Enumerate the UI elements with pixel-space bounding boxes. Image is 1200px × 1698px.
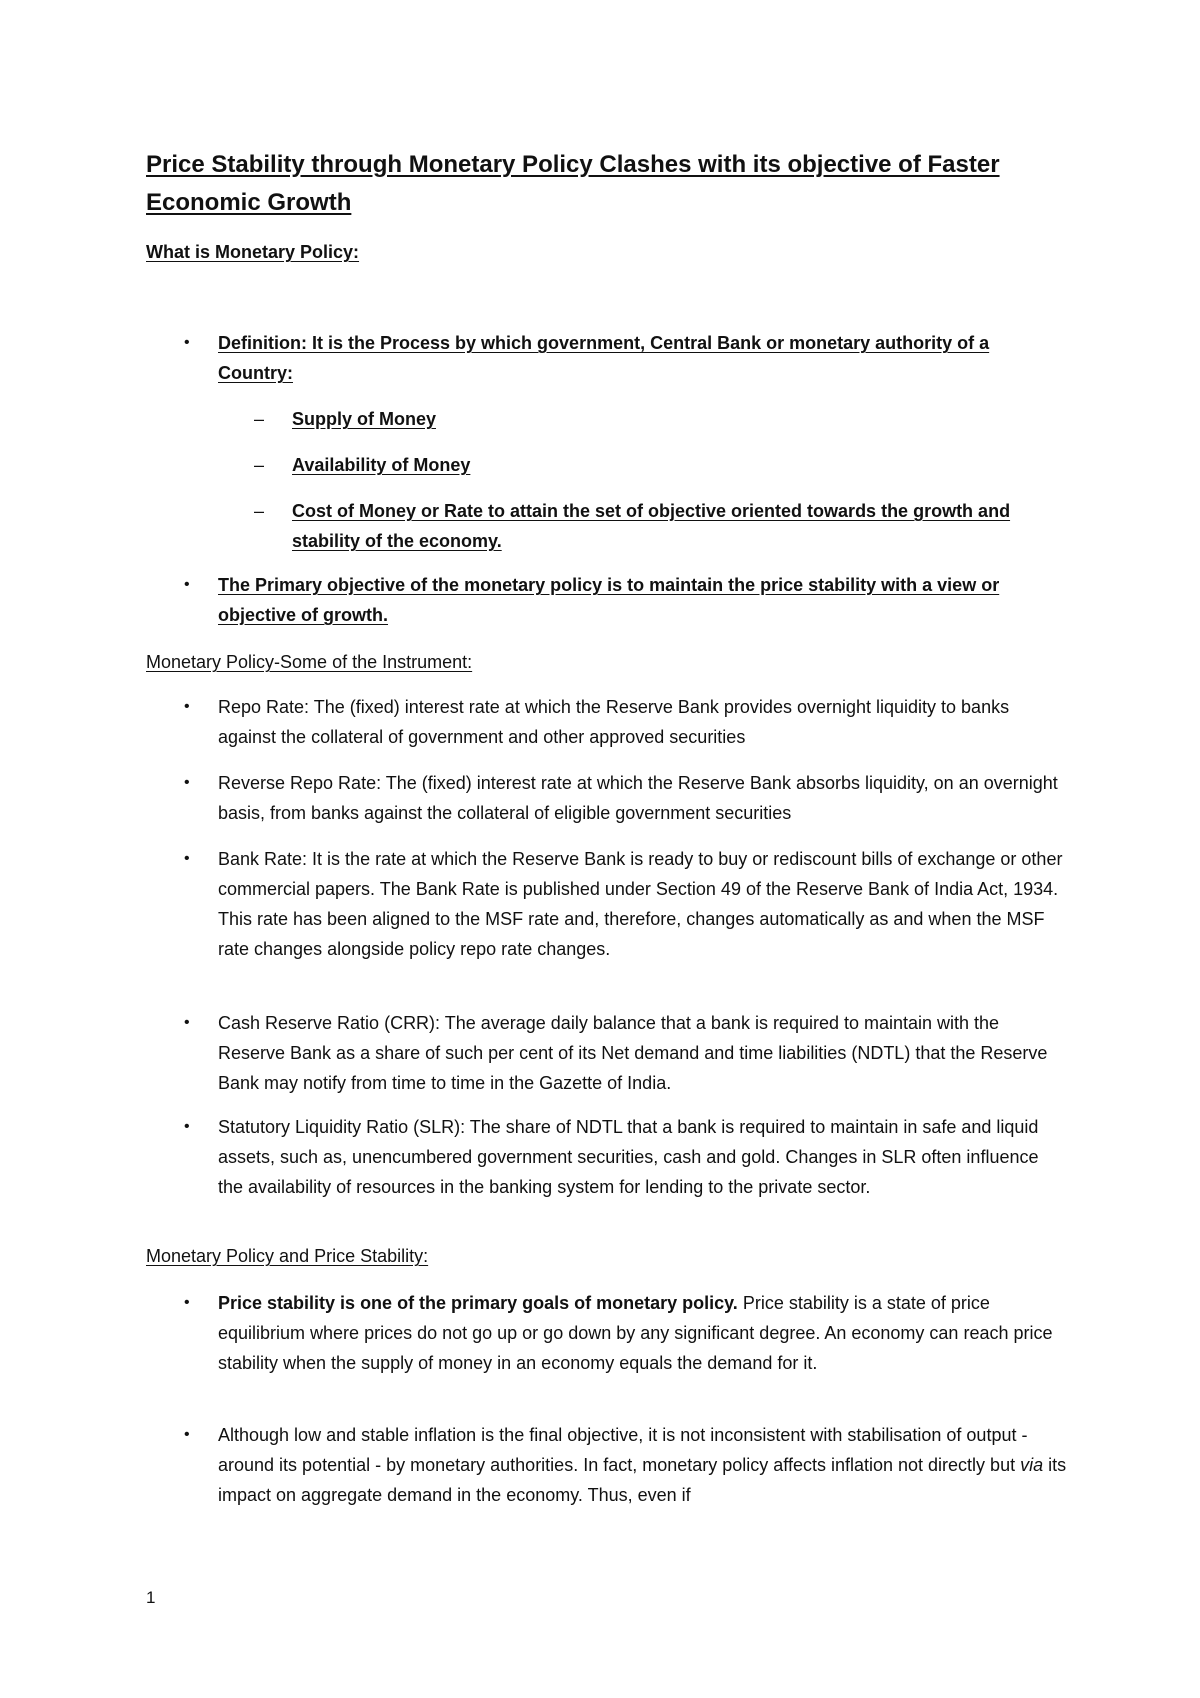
bullet-bold-lead: Price stability is one of the primary goals of monetary policy. [218, 1293, 738, 1313]
sub-item-text: Cost of Money or Rate to attain the set of objective oriented towards the growth and stability of the economy. [292, 501, 1011, 551]
bullet-marker: • [184, 774, 190, 791]
dash-marker: – [254, 455, 265, 475]
list-item [146, 1288, 1066, 1408]
section-heading-what-is-monetary-policy: What is Monetary Policy: [146, 242, 360, 262]
bullet-text: The Primary objective of the monetary policy is to maintain the price stability with a view or objective of growth. [218, 575, 1000, 625]
list-item [146, 328, 1066, 388]
bullet-text: Bank Rate: It is the rate at which the Reserve Bank is ready to buy or rediscount bills of exchange or other commercial papers. The Bank Rate is published under Section 49 of the Reserve Bank of India Act, 1934. This rate has been aligned to the MSF rate and, therefore, changes automatically as and when the MSF rate changes alongside policy repo rate changes. [218, 849, 1063, 959]
sub-item-text: Supply of Money [292, 409, 436, 429]
sub-item-text: Availability of Money [292, 455, 471, 475]
bullet-text: Definition: It is the Process by which government, Central Bank or monetary authority of a Country: [218, 333, 990, 383]
section-heading-price-stability: Monetary Policy and Price Stability: [146, 1246, 429, 1266]
bullet-marker: • [184, 334, 190, 351]
bullet-text: Statutory Liquidity Ratio (SLR): The share of NDTL that a bank is required to maintain in safe and liquid assets, such as, unencumbered government securities, cash and gold. Changes in SLR often influence the availability of resources in the banking system for lending to the private sector. [218, 1117, 1039, 1197]
bullet-body: Price stability is a state of price equilibrium where prices do not go up or go down by any significant degree. An economy can reach price stability when the supply of money in an economy equals the demand for it. [218, 1293, 1053, 1373]
list-item [146, 570, 1066, 630]
dash-marker: – [254, 501, 265, 521]
bullet-text: Cash Reserve Ratio (CRR): The average daily balance that a bank is required to maintain with the Reserve Bank as a share of such per cent of its Net demand and time liabilities (NDTL) that the Reserve Bank may notify from time to time in the Gazette of India. [218, 1013, 1048, 1093]
bullet-text [218, 1288, 1068, 1378]
document-title: Price Stability through Monetary Policy Clashes with its objective of Faster Economic Growth [146, 151, 1000, 216]
bullet-marker: • [184, 698, 190, 715]
bullet-text [218, 1420, 1068, 1510]
list-item [146, 496, 1066, 556]
dash-marker: – [254, 409, 265, 429]
bullet-marker: • [184, 576, 190, 593]
bullet-text: Reverse Repo Rate: The (fixed) interest rate at which the Reserve Bank absorbs liquidity, on an overnight basis, from banks against the collateral of eligible government securities [218, 773, 1058, 823]
bullet-marker: • [184, 1426, 190, 1443]
bullet-body-part1: Although low and stable inflation is the final objective, it is not inconsistent with stabilisation of output - around its potential - by monetary authorities. In fact, monetary policy affects inflation not directly but [218, 1425, 1028, 1475]
list-item [146, 1420, 1066, 1510]
bullet-marker: • [184, 1294, 190, 1311]
bullet-italic-word: via [1020, 1455, 1044, 1475]
page-number: 1 [146, 1588, 156, 1607]
section-heading-instruments: Monetary Policy-Some of the Instrument: [146, 652, 473, 672]
list-item [146, 844, 1066, 994]
bullet-body-part2: its impact on aggregate demand in the economy. Thus, even if [218, 1455, 1067, 1505]
bullet-text: Repo Rate: The (fixed) interest rate at which the Reserve Bank provides overnight liquidity to banks against the collateral of government and other approved securities [218, 697, 1010, 747]
list-item [146, 1008, 1066, 1098]
list-item [146, 1112, 1066, 1232]
bullet-marker: • [184, 850, 190, 867]
bullet-marker: • [184, 1118, 190, 1135]
bullet-marker: • [184, 1014, 190, 1031]
list-item [146, 768, 1066, 828]
list-item [146, 692, 1066, 752]
